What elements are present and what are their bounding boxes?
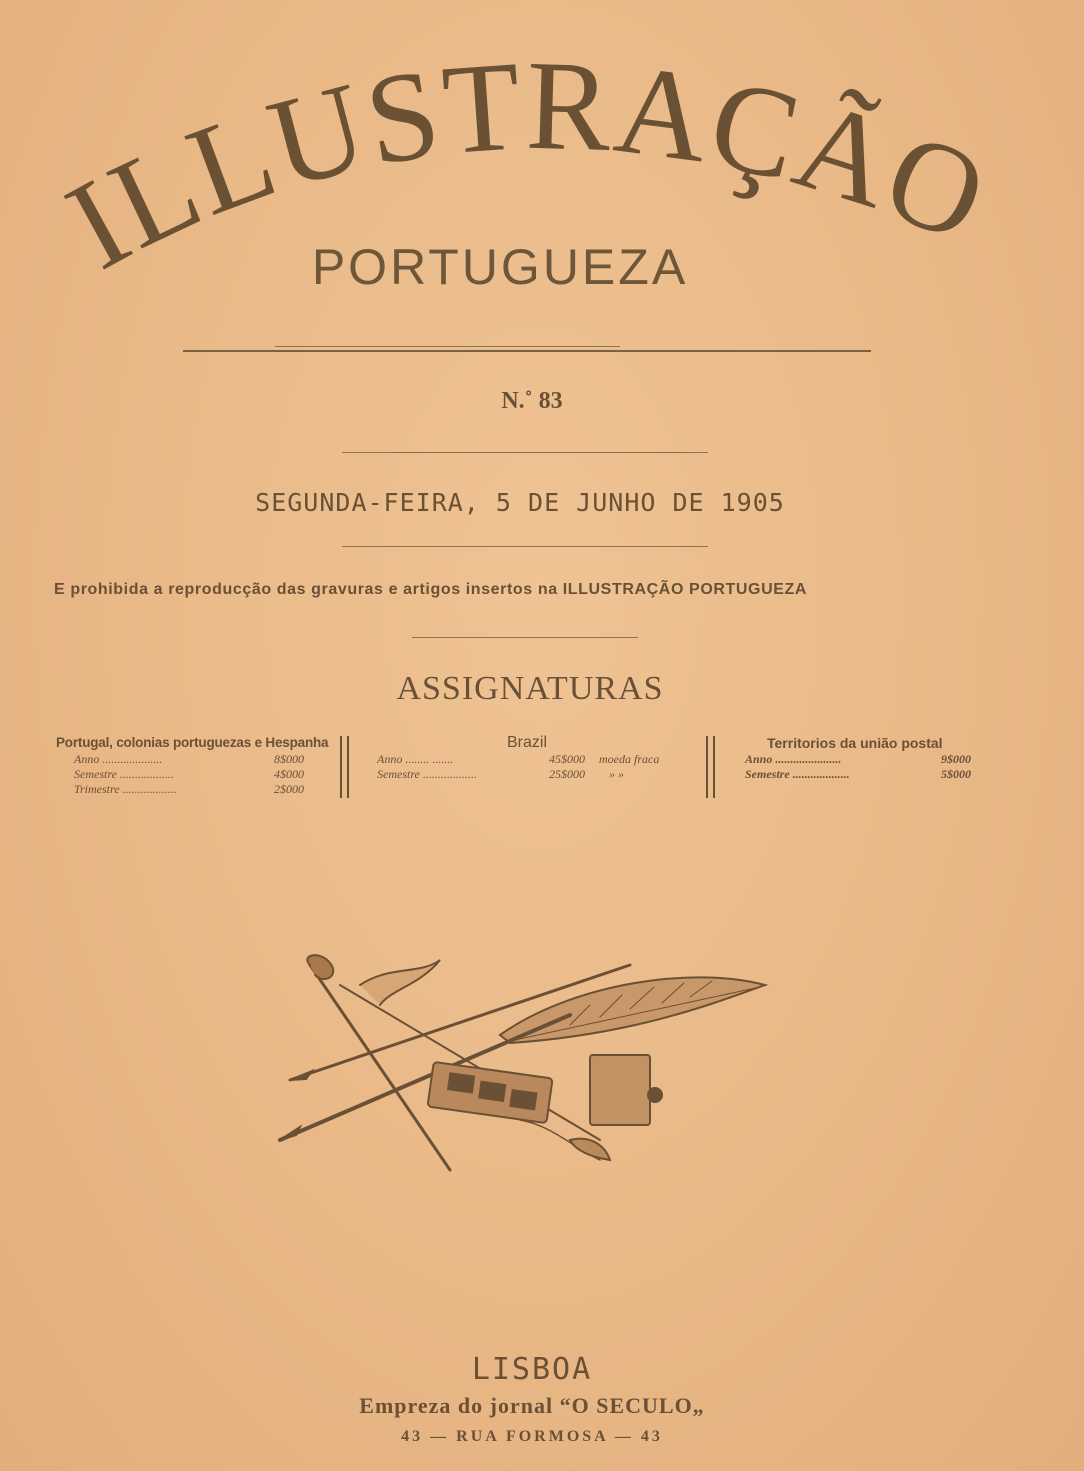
reproduction-notice: E prohibida a reproducção das gravuras e artigos insertos na ILLUSTRAÇÃO PORTUGUEZA — [54, 581, 808, 598]
price-row — [745, 752, 1005, 767]
price-value: 8$000 — [274, 752, 304, 766]
price-row — [377, 767, 697, 782]
price-label: Anno ........ ....... — [377, 752, 454, 766]
price-label: Anno .................... — [74, 752, 163, 766]
masthead-rule-shadow — [275, 346, 620, 347]
postal-heading: Territorios da união postal — [767, 735, 943, 751]
price-label: Semestre ................... — [745, 767, 850, 781]
divider-1 — [342, 452, 708, 453]
divider-3 — [412, 637, 638, 638]
portugal-heading: Portugal, colonias portuguezas e Hespanha — [56, 735, 329, 750]
price-row — [74, 752, 338, 767]
subscriptions-portugal — [56, 734, 338, 797]
price-note: » » — [609, 767, 624, 781]
price-value: 5$000 — [941, 767, 971, 781]
price-row — [377, 752, 697, 767]
subscriptions-postal — [745, 734, 1005, 782]
masthead-rule — [183, 350, 871, 352]
masthead-subtitle: PORTUGUEZA — [311, 239, 689, 295]
price-row — [745, 767, 1005, 782]
price-label: Trimestre .................. — [74, 782, 177, 796]
subscriptions-brazil — [377, 734, 697, 782]
price-value: 25$000 — [549, 767, 585, 781]
column-divider — [706, 736, 715, 798]
price-row — [74, 782, 338, 797]
price-value: 45$000 — [549, 752, 585, 766]
price-label: Semestre .................. — [74, 767, 174, 781]
divider-2 — [342, 546, 708, 547]
issue-number: N.˚ 83 — [501, 388, 563, 414]
price-value: 2$000 — [274, 782, 304, 796]
price-row — [74, 767, 338, 782]
column-divider — [340, 736, 349, 798]
footer-publisher: Empreza do jornal “O SECULO„ — [359, 1393, 705, 1418]
issue-date: SEGUNDA-FEIRA, 5 DE JUNHO DE 1905 — [255, 488, 785, 517]
price-value: 4$000 — [274, 767, 304, 781]
brazil-heading: Brazil — [506, 734, 547, 751]
price-note: moeda fraca — [599, 752, 660, 766]
footer-address: 43 — RUA FORMOSA — 43 — [401, 1428, 663, 1445]
price-label: Semestre .................. — [377, 767, 477, 781]
masthead-title: ILLUSTRAÇÃO — [45, 33, 1008, 297]
price-value: 9$000 — [941, 752, 971, 766]
quill-and-inkwell-icon — [270, 945, 780, 1185]
subscriptions-title: ASSIGNATURAS — [396, 670, 664, 707]
footer-city: LISBOA — [471, 1352, 593, 1387]
price-label: Anno ...................... — [745, 752, 842, 766]
